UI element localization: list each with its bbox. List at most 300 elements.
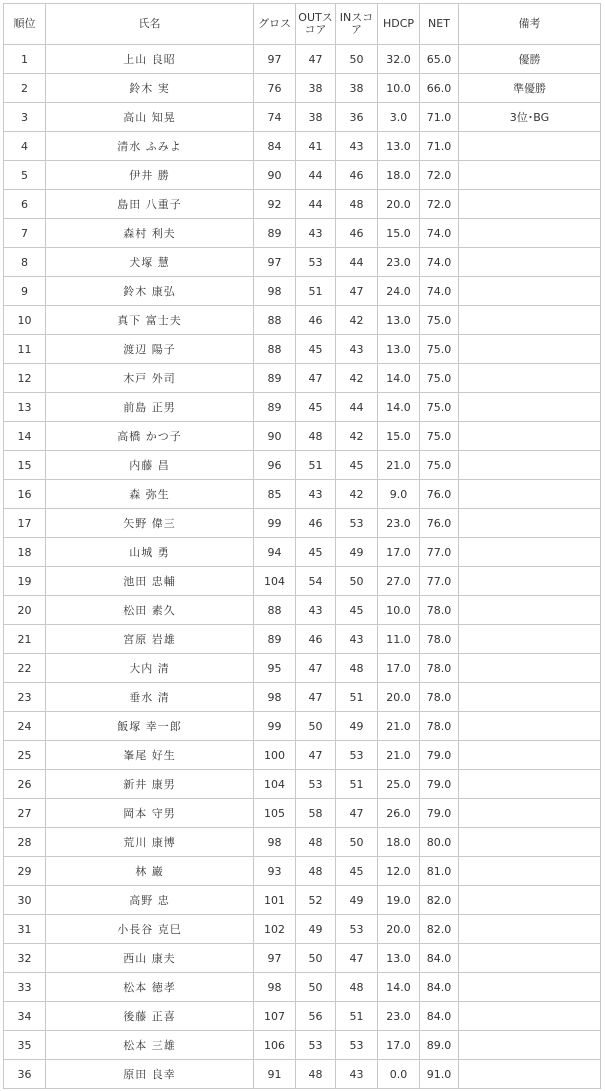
cell-net: 78.0 xyxy=(420,654,459,683)
table-row xyxy=(4,538,601,567)
cell-hdcp: 15.0 xyxy=(378,219,420,248)
header-gross: グロス xyxy=(254,4,296,45)
cell-in: 53 xyxy=(336,741,378,770)
cell-net: 81.0 xyxy=(420,857,459,886)
cell-net: 71.0 xyxy=(420,132,459,161)
cell-net: 75.0 xyxy=(420,451,459,480)
table-row xyxy=(4,364,601,393)
cell-in: 49 xyxy=(336,886,378,915)
cell-net: 75.0 xyxy=(420,364,459,393)
cell-out: 56 xyxy=(296,1002,336,1031)
table-row xyxy=(4,45,601,74)
cell-net: 79.0 xyxy=(420,770,459,799)
cell-note xyxy=(459,973,601,1002)
cell-rank: 20 xyxy=(4,596,46,625)
cell-in: 42 xyxy=(336,306,378,335)
table-row xyxy=(4,857,601,886)
cell-hdcp: 17.0 xyxy=(378,654,420,683)
cell-rank: 31 xyxy=(4,915,46,944)
cell-name: 前島 正男 xyxy=(46,393,254,422)
results-table xyxy=(3,3,601,1089)
cell-note xyxy=(459,1031,601,1060)
cell-in: 45 xyxy=(336,596,378,625)
cell-rank: 5 xyxy=(4,161,46,190)
cell-note xyxy=(459,422,601,451)
cell-rank: 9 xyxy=(4,277,46,306)
cell-hdcp: 20.0 xyxy=(378,190,420,219)
cell-out: 50 xyxy=(296,973,336,1002)
cell-hdcp: 26.0 xyxy=(378,799,420,828)
cell-gross: 95 xyxy=(254,654,296,683)
cell-gross: 89 xyxy=(254,625,296,654)
cell-rank: 13 xyxy=(4,393,46,422)
cell-gross: 98 xyxy=(254,973,296,1002)
table-row xyxy=(4,509,601,538)
cell-name: 後藤 正喜 xyxy=(46,1002,254,1031)
cell-gross: 89 xyxy=(254,364,296,393)
cell-note xyxy=(459,625,601,654)
cell-in: 43 xyxy=(336,335,378,364)
cell-in: 43 xyxy=(336,1060,378,1089)
cell-name: 木戸 外司 xyxy=(46,364,254,393)
cell-in: 45 xyxy=(336,857,378,886)
table-row xyxy=(4,828,601,857)
cell-hdcp: 23.0 xyxy=(378,509,420,538)
cell-in: 50 xyxy=(336,567,378,596)
cell-hdcp: 32.0 xyxy=(378,45,420,74)
cell-gross: 89 xyxy=(254,393,296,422)
cell-note xyxy=(459,306,601,335)
table-row xyxy=(4,1060,601,1089)
table-row xyxy=(4,393,601,422)
cell-gross: 98 xyxy=(254,828,296,857)
cell-net: 74.0 xyxy=(420,277,459,306)
cell-in: 50 xyxy=(336,45,378,74)
cell-name: 伊井 勝 xyxy=(46,161,254,190)
cell-gross: 74 xyxy=(254,103,296,132)
cell-out: 58 xyxy=(296,799,336,828)
cell-net: 82.0 xyxy=(420,886,459,915)
cell-net: 78.0 xyxy=(420,596,459,625)
cell-in: 47 xyxy=(336,799,378,828)
cell-hdcp: 0.0 xyxy=(378,1060,420,1089)
cell-net: 65.0 xyxy=(420,45,459,74)
cell-out: 44 xyxy=(296,190,336,219)
cell-rank: 19 xyxy=(4,567,46,596)
table-row xyxy=(4,190,601,219)
table-row xyxy=(4,103,601,132)
table-row xyxy=(4,161,601,190)
cell-name: 松本 徳孝 xyxy=(46,973,254,1002)
cell-hdcp: 12.0 xyxy=(378,857,420,886)
table-row xyxy=(4,1002,601,1031)
cell-net: 80.0 xyxy=(420,828,459,857)
cell-net: 74.0 xyxy=(420,219,459,248)
cell-in: 51 xyxy=(336,683,378,712)
cell-rank: 27 xyxy=(4,799,46,828)
table-row xyxy=(4,335,601,364)
cell-gross: 91 xyxy=(254,1060,296,1089)
cell-rank: 36 xyxy=(4,1060,46,1089)
cell-name: 峯尾 好生 xyxy=(46,741,254,770)
cell-name: 垂水 清 xyxy=(46,683,254,712)
cell-hdcp: 14.0 xyxy=(378,393,420,422)
cell-gross: 104 xyxy=(254,567,296,596)
cell-rank: 21 xyxy=(4,625,46,654)
cell-name: 荒川 康博 xyxy=(46,828,254,857)
cell-rank: 25 xyxy=(4,741,46,770)
cell-gross: 96 xyxy=(254,451,296,480)
cell-in: 47 xyxy=(336,277,378,306)
cell-net: 79.0 xyxy=(420,741,459,770)
cell-name: 岡本 守男 xyxy=(46,799,254,828)
cell-rank: 29 xyxy=(4,857,46,886)
cell-name: 森 弥生 xyxy=(46,480,254,509)
cell-rank: 35 xyxy=(4,1031,46,1060)
cell-rank: 8 xyxy=(4,248,46,277)
cell-gross: 92 xyxy=(254,190,296,219)
cell-in: 51 xyxy=(336,1002,378,1031)
cell-rank: 3 xyxy=(4,103,46,132)
cell-name: 高山 知晃 xyxy=(46,103,254,132)
cell-rank: 11 xyxy=(4,335,46,364)
cell-net: 71.0 xyxy=(420,103,459,132)
cell-out: 43 xyxy=(296,596,336,625)
cell-rank: 2 xyxy=(4,74,46,103)
cell-note xyxy=(459,538,601,567)
cell-note xyxy=(459,393,601,422)
cell-hdcp: 13.0 xyxy=(378,335,420,364)
cell-out: 47 xyxy=(296,741,336,770)
table-row xyxy=(4,625,601,654)
cell-name: 内藤 昌 xyxy=(46,451,254,480)
cell-out: 48 xyxy=(296,857,336,886)
table-row xyxy=(4,1031,601,1060)
cell-hdcp: 18.0 xyxy=(378,828,420,857)
header-rank: 順位 xyxy=(4,4,46,45)
table-row xyxy=(4,422,601,451)
cell-net: 75.0 xyxy=(420,306,459,335)
cell-name: 高橋 かつ子 xyxy=(46,422,254,451)
cell-note xyxy=(459,1060,601,1089)
cell-net: 75.0 xyxy=(420,422,459,451)
cell-in: 42 xyxy=(336,422,378,451)
cell-gross: 93 xyxy=(254,857,296,886)
cell-note xyxy=(459,161,601,190)
cell-name: 犬塚 慧 xyxy=(46,248,254,277)
cell-net: 75.0 xyxy=(420,335,459,364)
cell-rank: 28 xyxy=(4,828,46,857)
table-row xyxy=(4,277,601,306)
cell-out: 38 xyxy=(296,74,336,103)
cell-gross: 98 xyxy=(254,277,296,306)
cell-rank: 10 xyxy=(4,306,46,335)
cell-out: 47 xyxy=(296,683,336,712)
cell-in: 43 xyxy=(336,132,378,161)
cell-out: 43 xyxy=(296,480,336,509)
cell-in: 46 xyxy=(336,219,378,248)
cell-note: 優勝 xyxy=(459,45,601,74)
cell-rank: 26 xyxy=(4,770,46,799)
cell-in: 48 xyxy=(336,654,378,683)
cell-rank: 33 xyxy=(4,973,46,1002)
cell-out: 46 xyxy=(296,306,336,335)
cell-out: 45 xyxy=(296,393,336,422)
cell-hdcp: 25.0 xyxy=(378,770,420,799)
cell-rank: 12 xyxy=(4,364,46,393)
cell-in: 42 xyxy=(336,480,378,509)
cell-name: 島田 八重子 xyxy=(46,190,254,219)
cell-rank: 18 xyxy=(4,538,46,567)
cell-net: 76.0 xyxy=(420,509,459,538)
cell-note xyxy=(459,857,601,886)
cell-net: 72.0 xyxy=(420,161,459,190)
cell-gross: 90 xyxy=(254,161,296,190)
cell-net: 91.0 xyxy=(420,1060,459,1089)
cell-note xyxy=(459,944,601,973)
cell-name: 大内 清 xyxy=(46,654,254,683)
cell-hdcp: 11.0 xyxy=(378,625,420,654)
cell-name: 高野 忠 xyxy=(46,886,254,915)
header-in: INスコア xyxy=(336,4,378,45)
cell-net: 77.0 xyxy=(420,538,459,567)
cell-net: 72.0 xyxy=(420,190,459,219)
cell-in: 53 xyxy=(336,915,378,944)
table-row xyxy=(4,306,601,335)
cell-note xyxy=(459,509,601,538)
cell-in: 47 xyxy=(336,944,378,973)
cell-note xyxy=(459,712,601,741)
cell-net: 76.0 xyxy=(420,480,459,509)
cell-out: 48 xyxy=(296,422,336,451)
cell-out: 44 xyxy=(296,161,336,190)
cell-hdcp: 3.0 xyxy=(378,103,420,132)
cell-note xyxy=(459,799,601,828)
cell-gross: 90 xyxy=(254,422,296,451)
cell-hdcp: 23.0 xyxy=(378,248,420,277)
cell-note xyxy=(459,480,601,509)
cell-hdcp: 20.0 xyxy=(378,683,420,712)
table-row xyxy=(4,944,601,973)
cell-gross: 94 xyxy=(254,538,296,567)
cell-hdcp: 21.0 xyxy=(378,451,420,480)
cell-gross: 102 xyxy=(254,915,296,944)
cell-net: 78.0 xyxy=(420,712,459,741)
cell-in: 44 xyxy=(336,248,378,277)
cell-out: 53 xyxy=(296,1031,336,1060)
cell-gross: 84 xyxy=(254,132,296,161)
cell-net: 84.0 xyxy=(420,973,459,1002)
cell-rank: 14 xyxy=(4,422,46,451)
table-row xyxy=(4,596,601,625)
cell-hdcp: 18.0 xyxy=(378,161,420,190)
cell-gross: 104 xyxy=(254,770,296,799)
cell-note xyxy=(459,219,601,248)
table-row xyxy=(4,973,601,1002)
cell-note: 準優勝 xyxy=(459,74,601,103)
cell-hdcp: 27.0 xyxy=(378,567,420,596)
cell-out: 54 xyxy=(296,567,336,596)
cell-name: 渡辺 陽子 xyxy=(46,335,254,364)
cell-note xyxy=(459,770,601,799)
cell-gross: 76 xyxy=(254,74,296,103)
cell-gross: 97 xyxy=(254,45,296,74)
cell-in: 51 xyxy=(336,770,378,799)
table-row xyxy=(4,915,601,944)
cell-in: 49 xyxy=(336,538,378,567)
cell-out: 50 xyxy=(296,944,336,973)
cell-hdcp: 17.0 xyxy=(378,1031,420,1060)
cell-note xyxy=(459,828,601,857)
cell-name: 鈴木 康弘 xyxy=(46,277,254,306)
cell-name: 原田 良幸 xyxy=(46,1060,254,1089)
cell-rank: 7 xyxy=(4,219,46,248)
cell-in: 42 xyxy=(336,364,378,393)
cell-net: 78.0 xyxy=(420,625,459,654)
cell-gross: 101 xyxy=(254,886,296,915)
cell-hdcp: 21.0 xyxy=(378,712,420,741)
cell-gross: 107 xyxy=(254,1002,296,1031)
cell-note xyxy=(459,364,601,393)
cell-hdcp: 19.0 xyxy=(378,886,420,915)
cell-gross: 99 xyxy=(254,712,296,741)
cell-name: 真下 富士夫 xyxy=(46,306,254,335)
cell-gross: 97 xyxy=(254,248,296,277)
cell-name: 林 巌 xyxy=(46,857,254,886)
cell-rank: 23 xyxy=(4,683,46,712)
cell-note xyxy=(459,596,601,625)
cell-in: 53 xyxy=(336,509,378,538)
cell-hdcp: 9.0 xyxy=(378,480,420,509)
cell-in: 44 xyxy=(336,393,378,422)
cell-hdcp: 10.0 xyxy=(378,596,420,625)
cell-out: 47 xyxy=(296,45,336,74)
cell-note xyxy=(459,1002,601,1031)
cell-note xyxy=(459,190,601,219)
cell-name: 小長谷 克巳 xyxy=(46,915,254,944)
cell-out: 47 xyxy=(296,654,336,683)
cell-hdcp: 14.0 xyxy=(378,364,420,393)
cell-out: 51 xyxy=(296,277,336,306)
cell-note xyxy=(459,248,601,277)
cell-note xyxy=(459,451,601,480)
cell-note xyxy=(459,567,601,596)
cell-name: 西山 康夫 xyxy=(46,944,254,973)
cell-rank: 32 xyxy=(4,944,46,973)
cell-out: 38 xyxy=(296,103,336,132)
table-row xyxy=(4,451,601,480)
cell-note xyxy=(459,132,601,161)
cell-out: 53 xyxy=(296,770,336,799)
cell-out: 52 xyxy=(296,886,336,915)
cell-rank: 1 xyxy=(4,45,46,74)
cell-name: 上山 良昭 xyxy=(46,45,254,74)
cell-rank: 15 xyxy=(4,451,46,480)
header-net: NET xyxy=(420,4,459,45)
cell-out: 47 xyxy=(296,364,336,393)
table-row xyxy=(4,654,601,683)
cell-rank: 30 xyxy=(4,886,46,915)
table-row xyxy=(4,74,601,103)
cell-name: 池田 忠輔 xyxy=(46,567,254,596)
cell-gross: 99 xyxy=(254,509,296,538)
cell-hdcp: 23.0 xyxy=(378,1002,420,1031)
cell-name: 新井 康男 xyxy=(46,770,254,799)
cell-in: 43 xyxy=(336,625,378,654)
cell-note xyxy=(459,335,601,364)
table-row xyxy=(4,799,601,828)
cell-out: 43 xyxy=(296,219,336,248)
cell-hdcp: 15.0 xyxy=(378,422,420,451)
cell-out: 49 xyxy=(296,915,336,944)
cell-net: 89.0 xyxy=(420,1031,459,1060)
cell-gross: 97 xyxy=(254,944,296,973)
cell-hdcp: 13.0 xyxy=(378,306,420,335)
cell-hdcp: 14.0 xyxy=(378,973,420,1002)
cell-gross: 100 xyxy=(254,741,296,770)
cell-name: 飯塚 幸一郎 xyxy=(46,712,254,741)
cell-out: 48 xyxy=(296,828,336,857)
cell-out: 53 xyxy=(296,248,336,277)
header-hdcp: HDCP xyxy=(378,4,420,45)
header-out: OUTスコア xyxy=(296,4,336,45)
cell-in: 48 xyxy=(336,190,378,219)
cell-gross: 89 xyxy=(254,219,296,248)
cell-name: 山城 勇 xyxy=(46,538,254,567)
header-name: 氏名 xyxy=(46,4,254,45)
cell-name: 矢野 偉三 xyxy=(46,509,254,538)
cell-hdcp: 24.0 xyxy=(378,277,420,306)
cell-hdcp: 20.0 xyxy=(378,915,420,944)
cell-out: 41 xyxy=(296,132,336,161)
cell-note: 3位･BG xyxy=(459,103,601,132)
cell-net: 84.0 xyxy=(420,944,459,973)
cell-rank: 6 xyxy=(4,190,46,219)
cell-note xyxy=(459,886,601,915)
cell-rank: 4 xyxy=(4,132,46,161)
cell-net: 75.0 xyxy=(420,393,459,422)
cell-out: 45 xyxy=(296,538,336,567)
cell-hdcp: 21.0 xyxy=(378,741,420,770)
cell-name: 宮原 岩雄 xyxy=(46,625,254,654)
table-row xyxy=(4,132,601,161)
cell-in: 53 xyxy=(336,1031,378,1060)
cell-net: 77.0 xyxy=(420,567,459,596)
cell-hdcp: 13.0 xyxy=(378,944,420,973)
header-note: 備考 xyxy=(459,4,601,45)
cell-rank: 17 xyxy=(4,509,46,538)
cell-note xyxy=(459,683,601,712)
cell-note xyxy=(459,915,601,944)
cell-rank: 16 xyxy=(4,480,46,509)
table-row xyxy=(4,219,601,248)
cell-in: 49 xyxy=(336,712,378,741)
table-row xyxy=(4,770,601,799)
cell-name: 清水 ふみよ xyxy=(46,132,254,161)
cell-note xyxy=(459,277,601,306)
cell-in: 46 xyxy=(336,161,378,190)
cell-in: 45 xyxy=(336,451,378,480)
cell-gross: 88 xyxy=(254,306,296,335)
cell-out: 50 xyxy=(296,712,336,741)
cell-rank: 24 xyxy=(4,712,46,741)
cell-name: 森村 利夫 xyxy=(46,219,254,248)
cell-net: 78.0 xyxy=(420,683,459,712)
cell-rank: 22 xyxy=(4,654,46,683)
cell-hdcp: 17.0 xyxy=(378,538,420,567)
cell-note xyxy=(459,654,601,683)
cell-out: 46 xyxy=(296,625,336,654)
